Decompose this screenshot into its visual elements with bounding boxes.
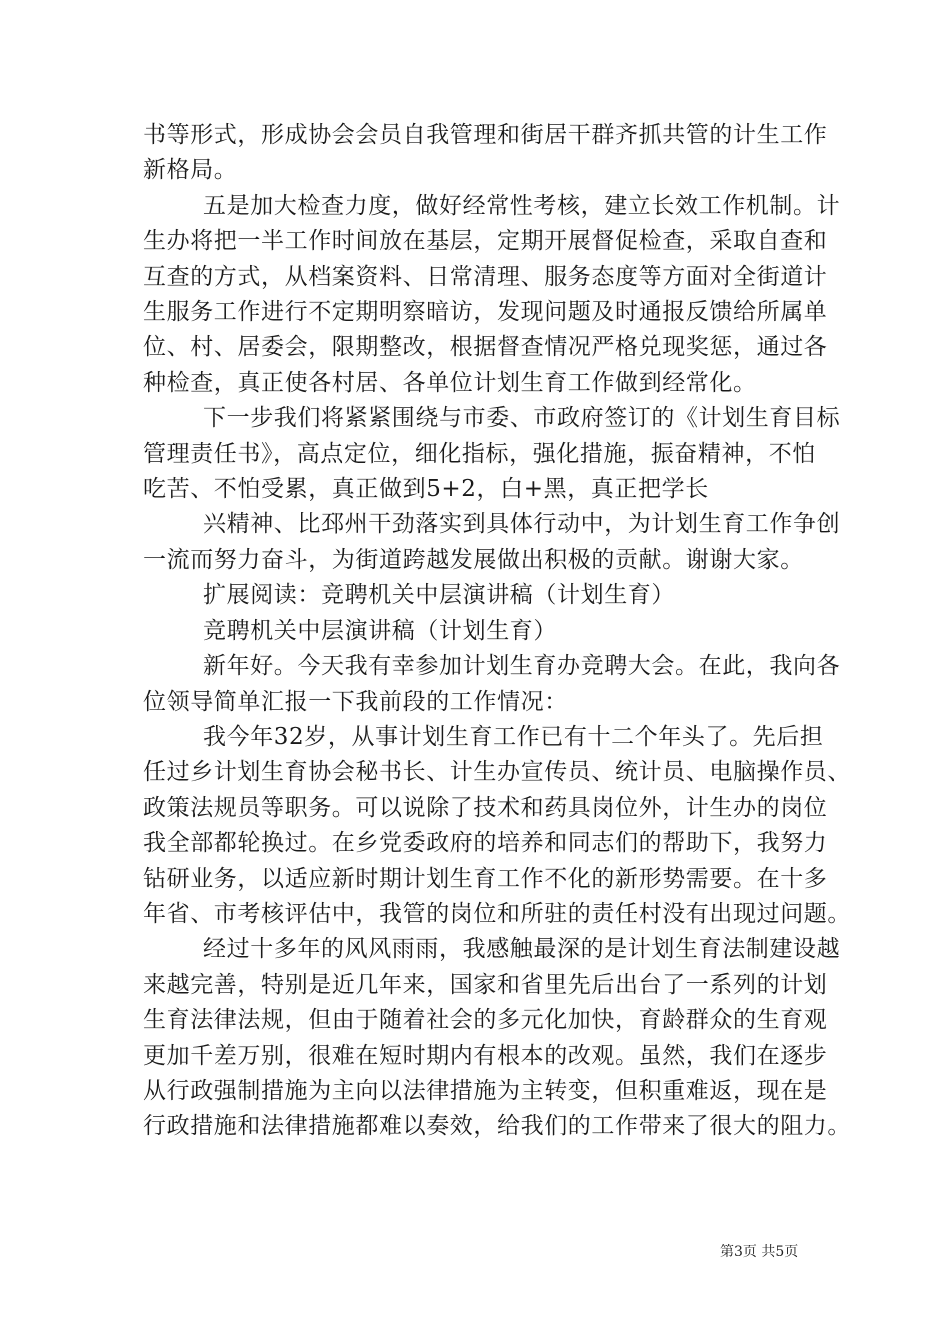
- text-line: 书等形式，形成协会会员自我管理和街居干群齐抓共管的计生工作: [143, 122, 828, 148]
- text-line: 种检查，真正使各村居、各单位计划生育工作做到经常化。: [143, 369, 757, 396]
- document-body: [143, 118, 851, 1145]
- text-line: 年省、市考核评估中，我管的岗位和所驻的责任村没有出现过问题。: [143, 900, 851, 927]
- text-line: 一流而努力奋斗，为街道跨越发展做出积极的贡献。谢谢大家。: [143, 546, 804, 573]
- paragraph-start: 我今年32岁，从事计划生育工作已有十二个年头了。先后担: [203, 723, 824, 750]
- text-line: 吃苦、不怕受累，真正做到5+2，白+黑，真正把学长: [143, 476, 709, 503]
- text-line: 生办将把一半工作时间放在基层，定期开展督促检查，采取自查和: [143, 228, 828, 255]
- text-line: 互查的方式，从档案资料、日常清理、服务态度等方面对全街道计: [143, 263, 828, 290]
- text-line: 生育法律法规，但由于随着社会的多元化加快，育龄群众的生育观: [143, 1007, 828, 1034]
- text-line: 行政措施和法律措施都难以奏效，给我们的工作带来了很大的阻力。: [143, 1113, 851, 1140]
- paragraph-start: 五是加大检查力度，做好经常性考核，建立长效工作机制。计: [203, 192, 841, 219]
- text-line: 新格局。: [143, 157, 238, 184]
- page-number: 第3页 共5页: [720, 1244, 799, 1260]
- paragraph-start: 新年好。今天我有幸参加计划生育办竞聘大会。在此，我向各: [203, 653, 841, 680]
- paragraph-start: 兴精神、比邳州干劲落实到具体行动中，为计划生育工作争创: [203, 511, 841, 538]
- text-line: 政策法规员等职务。可以说除了技术和药具岗位外，计生办的岗位: [143, 794, 828, 821]
- text-line: 我全部都轮换过。在乡党委政府的培养和同志们的帮助下，我努力: [143, 830, 828, 857]
- text-line: 来越完善，特别是近几年来，国家和省里先后出台了一系列的计划: [143, 971, 828, 998]
- text-line: 位、村、居委会，限期整改，根据督查情况严格兑现奖惩，通过各: [143, 334, 828, 361]
- extended-reading-label: 扩展阅读：竞聘机关中层演讲稿（计划生育）: [203, 582, 675, 609]
- paragraph-start: 经过十多年的风风雨雨，我感触最深的是计划生育法制建设越: [203, 936, 841, 963]
- text-line: 钻研业务，以适应新时期计划生育工作不化的新形势需要。在十多: [143, 865, 828, 892]
- text-line: 更加千差万别，很难在短时期内有根本的改观。虽然，我们在逐步: [143, 1042, 828, 1069]
- text-line: 从行政强制措施为主向以法律措施为主转变，但积重难返，现在是: [143, 1077, 828, 1104]
- text-line: 任过乡计划生育协会秘书长、计生办宣传员、统计员、电脑操作员、: [143, 759, 851, 786]
- text-line: 位领导简单汇报一下我前段的工作情况：: [143, 688, 568, 715]
- text-line: 生服务工作进行不定期明察暗访，发现问题及时通报反馈给所属单: [143, 299, 828, 326]
- section-title: 竞聘机关中层演讲稿（计划生育）: [203, 617, 557, 644]
- paragraph-start: 下一步我们将紧紧围绕与市委、市政府签订的《计划生育目标: [203, 405, 841, 432]
- text-line: 管理责任书》，高点定位，细化指标，强化措施，振奋精神，不怕: [143, 440, 816, 467]
